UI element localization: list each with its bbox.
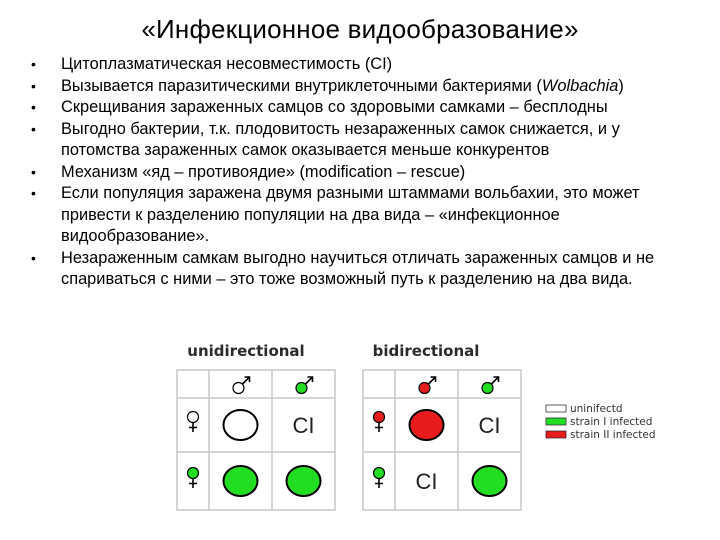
legend-label: strain II infected	[570, 429, 656, 441]
offspring-circle	[287, 466, 321, 496]
bullet-text: Если популяция заражена двумя разными штаммами вольбахии, это может привести к разделению популяции на два вида – «инфекционное видообразование».	[61, 184, 640, 245]
offspring-circle	[224, 410, 258, 440]
ci-label: CI	[292, 413, 315, 438]
female-symbol-icon	[374, 412, 385, 433]
bullet-item	[28, 76, 698, 98]
italic-term: Wolbachia	[541, 76, 619, 95]
bullet-list	[28, 54, 698, 291]
ci-crossing-diagram	[172, 338, 692, 520]
legend-label: strain I infected	[570, 416, 653, 428]
bullet-item	[28, 119, 698, 162]
male-symbol-icon	[482, 377, 499, 394]
bullet-text: Выгодно бактерии, т.к. плодовитость незараженных самок снижается, и у потомства зараженных самок оказывается меньше конкурентов	[61, 119, 620, 159]
unidirectional-panel	[177, 342, 335, 510]
bullet-text: Незараженным самкам выгодно научиться отличать зараженных самцов и не спариваться с ними – это тоже возможный путь к разделению на два вида.	[61, 248, 655, 288]
male-symbol-icon	[296, 377, 313, 394]
bullet-item	[28, 162, 698, 184]
female-symbol-icon	[188, 468, 199, 489]
bullet-text: Скрещивания зараженных самцов со здоровыми самками – бесплодны	[61, 98, 608, 116]
ci-label: CI	[415, 469, 438, 494]
legend-label: uninifectd	[570, 403, 623, 415]
bidirectional-panel	[363, 342, 521, 510]
female-symbol-icon	[374, 468, 385, 489]
unidirectional-heading: unidirectional	[187, 342, 305, 360]
legend-swatch	[546, 418, 566, 425]
bullet-item	[28, 97, 698, 119]
bidirectional-heading: bidirectional	[372, 342, 480, 360]
male-symbol-icon	[233, 377, 250, 394]
bullet-text: )	[618, 76, 624, 95]
female-symbol-icon	[188, 412, 199, 433]
offspring-circle	[473, 466, 507, 496]
legend-swatch	[546, 405, 566, 412]
offspring-circle	[410, 410, 444, 440]
bullet-text: Цитоплазматическая несовместимость (CI)	[61, 55, 393, 73]
bullet-text: Вызывается паразитическими внутриклеточными бактериями (	[61, 76, 542, 95]
bullet-text: Механизм «яд – противоядие» (modification – rescue)	[61, 162, 466, 181]
male-symbol-icon	[419, 377, 436, 394]
ci-label: CI	[478, 413, 501, 438]
offspring-circle	[224, 466, 258, 496]
legend	[546, 403, 656, 441]
bullet-item	[28, 183, 698, 248]
legend-swatch	[546, 431, 566, 438]
slide-title: «Инфекционное видообразование»	[141, 14, 579, 44]
wolbachia-ci-figure	[172, 338, 692, 520]
bullet-item	[28, 54, 698, 76]
bullet-item	[28, 248, 698, 291]
